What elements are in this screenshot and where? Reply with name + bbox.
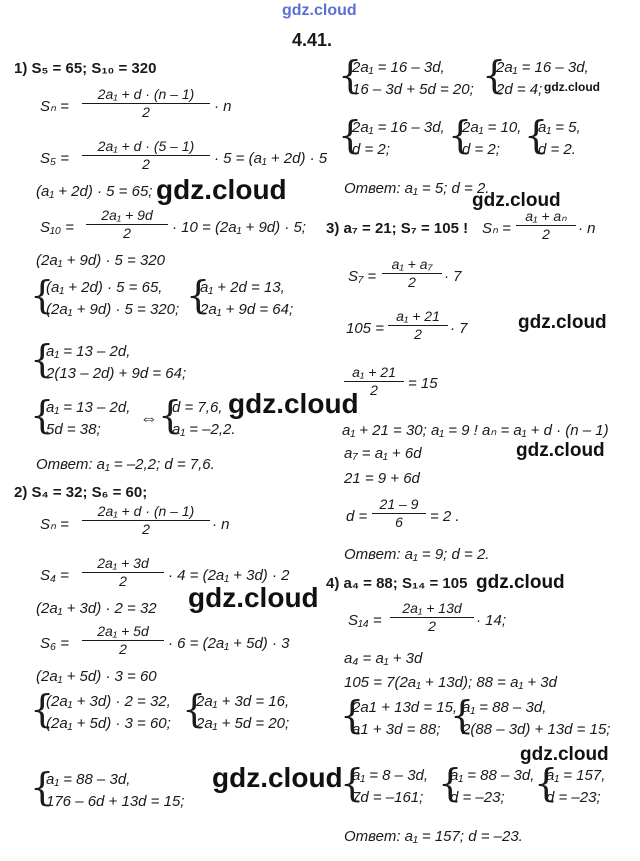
p2-sys3-row1: a₁ = 88 – 3d,	[46, 771, 131, 788]
r-sys1	[352, 57, 474, 101]
p3-sn-den: 2	[542, 226, 550, 242]
p2-line5: (2a₁ + 5d) · 3 = 60	[36, 668, 157, 685]
p2-sys2	[196, 691, 289, 735]
p3-s7-num: a₁ + a₇	[382, 256, 442, 274]
p4-s14-den: 2	[428, 618, 436, 634]
p4-sys4	[450, 765, 534, 809]
p1-sys5-brace: {	[158, 393, 183, 437]
part4-heading: 4) a₄ = 88; S₁₄ = 105	[326, 575, 468, 592]
part3-heading: 3) a₇ = 21; S₇ = 105 !	[326, 220, 469, 237]
p4-sys2-row1: a₁ = 88 – 3d,	[462, 699, 547, 716]
watermark-8: gdz.cloud	[476, 572, 565, 593]
p2-s6-num: 2a₁ + 5d	[82, 623, 164, 641]
watermark-2: gdz.cloud	[228, 388, 359, 419]
p2-s6-lhs: S₆ =	[40, 635, 69, 652]
watermark-5: gdz.cloud	[472, 190, 561, 211]
p3-answer: Ответ: a₁ = 9; d = 2.	[344, 546, 490, 563]
p4-sys1-brace: {	[340, 693, 365, 737]
p3-s7-tail: · 7	[444, 268, 462, 285]
p2-sys3-brace: {	[30, 765, 55, 809]
p3-d-lhs: d =	[346, 508, 368, 525]
p1-sys3	[46, 341, 186, 385]
r-sys4	[462, 117, 521, 161]
p2-sys1	[46, 691, 171, 735]
p3-line5: a₁ + 21 = 30; a₁ = 9 ! aₙ = a₁ + d · (n – 1)	[342, 422, 609, 439]
p1-s10-den: 2	[123, 225, 131, 241]
p4-sys5	[546, 765, 605, 809]
p1-sn-num: 2a₁ + d · (n – 1)	[82, 86, 210, 104]
p4-sys2-row2: 2(88 – 3d) + 13d = 15;	[462, 721, 611, 738]
p1-sys5-row1: d = 7,6,	[172, 399, 223, 416]
p2-sn-den: 2	[142, 521, 150, 537]
r-sys1-row2: 16 – 3d + 5d = 20;	[352, 81, 474, 98]
p4-sys1-row1: 2a1 + 13d = 15,	[352, 699, 458, 716]
p3-105-fraction	[388, 308, 448, 343]
r-sys3-row2: d = 2;	[352, 141, 390, 158]
p2-sn-num: 2a₁ + d · (n – 1)	[82, 503, 210, 521]
r-sys2	[496, 57, 589, 101]
p4-answer: Ответ: a₁ = 157; d = –23.	[344, 828, 523, 845]
p2-sys1-row1: (2a₁ + 3d) · 2 = 32,	[46, 693, 171, 710]
p3-105-lhs: 105 =	[346, 320, 384, 337]
p4-sys4-brace: {	[438, 761, 463, 805]
p1-sys4-brace: {	[30, 393, 55, 437]
p1-s5-lhs: S₅ =	[40, 150, 69, 167]
r-sys5-row1: a₁ = 5,	[538, 119, 581, 136]
p1-s10-fraction	[86, 207, 168, 242]
p4-sys2	[462, 697, 610, 741]
p4-sys3-row2: 7d = –161;	[352, 789, 424, 806]
p1-sys4-row1: a₁ = 13 – 2d,	[46, 399, 131, 416]
p2-sys1-brace: {	[30, 687, 55, 731]
p2-s4-tail: · 4 = (2a₁ + 3d) · 2	[168, 567, 290, 584]
r-sys4-row1: 2a₁ = 10,	[462, 119, 522, 136]
r-sys4-brace: {	[448, 113, 473, 157]
p1-s10-lhs: S₁₀ =	[40, 219, 74, 236]
watermark-7: gdz.cloud	[516, 440, 605, 461]
p1-s10-num: 2a₁ + 9d	[86, 207, 168, 225]
p1-sys4	[46, 397, 130, 441]
p1-sn-fraction	[82, 86, 210, 121]
p1-sys1-row1: (a₁ + 2d) · 5 = 65,	[46, 279, 163, 296]
p2-line3: (2a₁ + 3d) · 2 = 32	[36, 600, 157, 617]
p3-line6: a₇ = a₁ + 6d	[344, 445, 422, 462]
watermark-4: gdz.cloud	[212, 762, 343, 793]
p3-105-num: a₁ + 21	[388, 308, 448, 326]
p1-sys2-brace: {	[186, 273, 211, 317]
p1-sn-lhs: Sₙ =	[40, 98, 69, 115]
p4-sys4-row2: d = –23;	[450, 789, 505, 806]
p2-sn-lhs: Sₙ =	[40, 516, 69, 533]
p1-line5: (2a₁ + 9d) · 5 = 320	[36, 252, 165, 269]
p1-sys2	[200, 277, 293, 321]
p3-sn-fraction	[516, 208, 576, 243]
p3-15-den: 2	[370, 382, 378, 398]
p1-sys3-row1: a₁ = 13 – 2d,	[46, 343, 131, 360]
r-sys3-row1: 2a₁ = 16 – 3d,	[352, 119, 445, 136]
p1-s10-tail: · 10 = (2a₁ + 9d) · 5;	[172, 219, 306, 236]
p3-105-tail: · 7	[450, 320, 468, 337]
p2-s6-fraction	[82, 623, 164, 658]
p1-sys5-row2: a₁ = –2,2.	[172, 421, 236, 438]
p1-s5-den: 2	[142, 156, 150, 172]
p4-sys1	[352, 697, 457, 741]
p3-d-fraction	[372, 496, 426, 531]
p3-d-num: 21 – 9	[372, 496, 426, 514]
p4-line4: 105 = 7(2a₁ + 13d); 88 = a₁ + 3d	[344, 674, 557, 691]
r-sys2-brace: {	[482, 53, 507, 97]
p1-sys2-row1: a₁ + 2d = 13,	[200, 279, 285, 296]
p4-sys2-brace: {	[450, 693, 475, 737]
p4-sys3-brace: {	[340, 761, 365, 805]
p2-s4-lhs: S₄ =	[40, 567, 69, 584]
p1-sys1-row2: (2a₁ + 9d) · 5 = 320;	[46, 301, 180, 318]
p3-s7-den: 2	[408, 274, 416, 290]
p1-sys3-brace: {	[30, 337, 55, 381]
p2-sn-tail: · n	[212, 516, 230, 533]
r-sys5-row2: d = 2.	[538, 141, 576, 158]
p4-sys4-row1: a₁ = 88 – 3d,	[450, 767, 535, 784]
p2-sys3-row2: 176 – 6d + 13d = 15;	[46, 793, 185, 810]
p1-s5-num: 2a₁ + d · (5 – 1)	[82, 138, 210, 156]
r-sys1-row1: 2a₁ = 16 – 3d,	[352, 59, 445, 76]
p3-15-tail: = 15	[408, 375, 438, 392]
part1-heading: 1) S₅ = 65; S₁₀ = 320	[14, 60, 157, 77]
r-sys4-row2: d = 2;	[462, 141, 500, 158]
part2-heading: 2) S₄ = 32; S₆ = 60;	[14, 484, 148, 501]
p1-sn-den: 2	[142, 104, 150, 120]
p3-sn-tail: · n	[578, 220, 596, 237]
r-sys5	[538, 117, 581, 161]
site-header-link[interactable]: gdz.cloud	[282, 2, 357, 19]
p4-s14-fraction	[390, 600, 474, 635]
p2-s4-fraction	[82, 555, 164, 590]
r-answer-part2: Ответ: a₁ = 5; d = 2.	[344, 180, 490, 197]
p4-sys3-row1: a₁ = 8 – 3d,	[352, 767, 429, 784]
p1-s5-tail: · 5 = (a₁ + 2d) · 5	[214, 150, 328, 167]
r-sys2-row1: 2a₁ = 16 – 3d,	[496, 59, 589, 76]
p3-s7-fraction	[382, 256, 442, 291]
p1-equiv-arrow: ⇔	[140, 408, 158, 428]
p2-s6-den: 2	[119, 641, 127, 657]
watermark-3: gdz.cloud	[188, 582, 319, 613]
p2-sys1-row2: (2a₁ + 5d) · 3 = 60;	[46, 715, 171, 732]
exercise-number: 4.41.	[292, 30, 333, 50]
p4-s14-num: 2a₁ + 13d	[390, 600, 474, 618]
p2-s4-num: 2a₁ + 3d	[82, 555, 164, 573]
p1-line3: (a₁ + 2d) · 5 = 65;	[36, 183, 153, 200]
r-sys1-brace: {	[338, 53, 363, 97]
p4-sys3	[352, 765, 428, 809]
p3-s7-lhs: S₇ =	[348, 268, 377, 285]
p3-sn-num: a₁ + aₙ	[516, 208, 576, 226]
p1-s5-fraction	[82, 138, 210, 173]
p2-sn-fraction	[82, 503, 210, 538]
p3-d-den: 6	[395, 514, 403, 530]
p1-answer: Ответ: a₁ = –2,2; d = 7,6.	[36, 456, 215, 473]
p3-d-tail: = 2 .	[430, 508, 460, 525]
p3-line7: 21 = 9 + 6d	[344, 470, 420, 487]
p4-sys5-brace: {	[534, 761, 559, 805]
p3-15-num: a₁ + 21	[344, 364, 404, 382]
p4-s14-tail: · 14;	[476, 612, 507, 629]
p1-sys3-row2: 2(13 – 2d) + 9d = 64;	[46, 365, 187, 382]
p1-sys5	[172, 397, 236, 441]
p1-sys4-row2: 5d = 38;	[46, 421, 101, 438]
p4-s14-lhs: S₁₄ =	[348, 612, 382, 629]
p2-sys2-row2: 2a₁ + 5d = 20;	[196, 715, 290, 732]
p2-s6-tail: · 6 = (2a₁ + 5d) · 3	[168, 635, 290, 652]
r-sys5-brace: {	[524, 113, 549, 157]
p4-sys1-row2: a1 + 3d = 88;	[352, 721, 441, 738]
p2-sys2-brace: {	[182, 687, 207, 731]
p1-sys2-row2: 2a₁ + 9d = 64;	[200, 301, 294, 318]
r-sys3	[352, 117, 445, 161]
watermark-6: gdz.cloud	[518, 312, 607, 333]
p2-sys2-row1: 2a₁ + 3d = 16,	[196, 693, 290, 710]
r-sys2-row2: 2d = 4;	[496, 81, 543, 98]
p3-105-den: 2	[414, 326, 422, 342]
watermark-1: gdz.cloud	[156, 174, 287, 205]
p4-sys5-row1: a₁ = 157,	[546, 767, 606, 784]
p1-sys1-brace: {	[30, 273, 55, 317]
watermark-10: gdz.cloud	[544, 80, 600, 94]
watermark-9: gdz.cloud	[520, 744, 609, 765]
p2-s4-den: 2	[119, 573, 127, 589]
r-sys3-brace: {	[338, 113, 363, 157]
p2-sys3	[46, 769, 184, 813]
p4-line3: a₄ = a₁ + 3d	[344, 650, 423, 667]
p1-sn-tail: · n	[214, 98, 232, 115]
p1-sys1	[46, 277, 179, 321]
p4-sys5-row2: d = –23;	[546, 789, 601, 806]
p3-sn-lhs: Sₙ =	[482, 220, 511, 237]
